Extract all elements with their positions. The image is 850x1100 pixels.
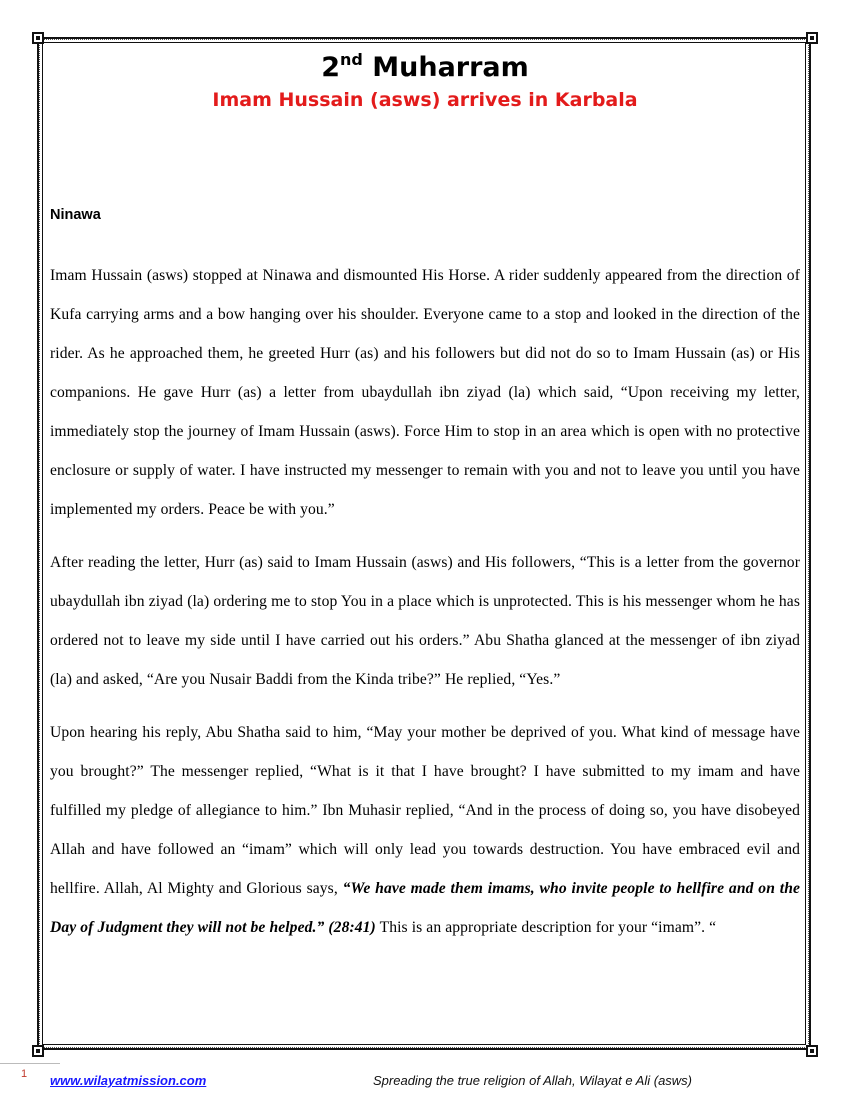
title-number: 2 (321, 52, 341, 83)
page-title (50, 50, 800, 86)
border-corner-ornament (32, 1045, 44, 1057)
title-ordinal-suffix: nd (340, 50, 363, 69)
website-link[interactable]: www.wilayatmission.com (50, 1073, 207, 1088)
border-corner-ornament (806, 32, 818, 44)
footer-divider (0, 1063, 60, 1064)
quran-quote: “We have made them imams, who invite people to hellfire and on the Day of Judgment they will not be helped.” (50, 880, 800, 936)
document-body (50, 256, 800, 961)
paragraph (50, 713, 800, 947)
page-number: 1 (21, 1068, 28, 1080)
paragraph-text: This is an appropriate description for your “imam”. “ (375, 919, 717, 936)
paragraph: After reading the letter, Hurr (as) said to Imam Hussain (asws) and His followers, “This is a letter from the governor ubaydullah ibn ziyad (la) ordering me to stop You in a place which is unprotected. This is his messenger whom he has ordered not to leave my side until I have carried out his orders.” Abu Shatha glanced at the messenger of ibn ziyad (la) and asked, “Are you Nusair Baddi from the Kinda tribe?” He replied, “Yes.” (50, 554, 800, 688)
paragraph: Imam Hussain (asws) stopped at Ninawa and dismounted His Horse. A rider suddenly appeared from the direction of Kufa carrying arms and a bow hanging over his shoulder. Everyone came to a stop and looked in the direction of the rider. As he approached them, he greeted Hurr (as) and his followers but did not do so to Imam Hussain (as) or His companions. He gave Hurr (as) a letter from ubaydullah ibn ziyad (la) which said, “Upon receiving my letter, immediately stop the journey of Imam Hussain (asws). Force Him to stop in an area which is open with no protective enclosure or supply of water. I have instructed my messenger to remain with you and not to leave you until you have implemented my orders. Peace be with you.” (50, 267, 800, 518)
border-corner-ornament (32, 32, 44, 44)
border-corner-ornament (806, 1045, 818, 1057)
paragraph-text: Upon hearing his reply, Abu Shatha said to him, “May your mother be deprived of you. What kind of message have you brought?” The messenger replied, “What is it that I have brought? I have submitted to my imam and have fulfilled my pledge of allegiance to him.” Ibn Muhasir replied, “And in the process of doing so, you have disobeyed Allah and have followed an “imam” which will only lead you towards destruction. You have embraced evil and hellfire. Allah, Al Mighty and Glorious says, (50, 724, 800, 897)
quran-reference: (28:41) (324, 919, 376, 936)
title-month: Muharram (362, 52, 529, 83)
page-subtitle: Imam Hussain (asws) arrives in Karbala (212, 89, 638, 111)
footer-tagline: Spreading the true religion of Allah, Wilayat e Ali (asws) (373, 1073, 693, 1088)
section-heading: Ninawa (50, 207, 101, 223)
